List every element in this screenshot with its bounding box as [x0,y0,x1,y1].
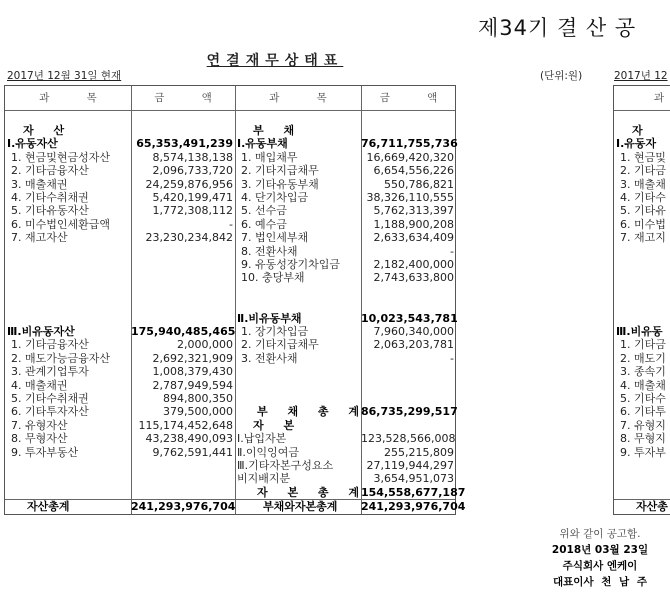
liability-row-label: 9. 유동성장기차입금 [241,258,340,271]
asset-row-label: 1. 현금및현금성자산 [11,150,110,164]
asset-row-amount: 23,230,234,842 [145,231,233,245]
right-row-label: 2. 기타금 [620,164,666,178]
asset-row-label: 3. 관계기업투자 [11,365,89,379]
footer-ceo: 대표이사 천 남 주 [553,576,647,588]
liability-row-amount: - [450,244,454,258]
header-subject: 과 목 [39,92,97,104]
liability-row-label: Ⅰ.납입자본 [237,432,287,446]
liability-row-amount [361,419,454,432]
liability-row-label: 1. 장기차입금 [241,325,309,338]
asset-row-amount: 2,096,733,720 [152,164,233,178]
right-row-label: 4. 매출채 [620,378,666,392]
asset-row-amount: 2,787,949,594 [152,378,233,392]
second-balance-sheet-table-partial [613,85,670,515]
asset-row-label: 7. 재고자산 [11,231,68,245]
asset-row-amount: 2,000,000 [177,338,233,352]
right-row-label: 4. 기타수 [620,191,666,204]
asset-row-label: 2. 매도가능금융자산 [11,351,110,365]
liability-row-amount: 123,528,566,008 [361,432,456,446]
liability-row-amount: 2,063,203,781 [373,338,454,352]
assets-total-amount: 241,293,976,704 [131,500,236,513]
asset-row-amount [131,124,233,137]
liability-row-label: Ⅲ.기타자본구성요소 [237,459,334,472]
right-row-label: 6. 미수법 [620,217,666,231]
liability-row-label: 3. 전환사채 [241,351,298,365]
asset-row-amount: 1,772,308,112 [152,204,233,218]
footer-notice: 위와 같이 공고함. [559,528,641,540]
asset-row-label: 8. 무형자산 [11,432,68,446]
asset-row-amount: 43,238,490,093 [145,432,233,446]
liability-row-label: 6. 예수금 [241,217,287,231]
right-row-label: 6. 기타투 [620,405,666,419]
liability-row-amount [361,124,454,137]
liability-row-amount: 550,786,821 [384,177,454,191]
asset-row-amount: 24,259,876,956 [145,177,233,191]
liability-row-label: 비지배지분 [237,472,291,486]
right-row-label: 2. 매도기 [620,351,666,365]
liability-row-amount: 2,743,633,800 [373,271,454,285]
liability-row-amount: 10,023,543,781 [361,311,458,325]
liability-row-label: 4. 단기차입금 [241,191,309,204]
liability-row-label: Ⅰ.유동부채 [237,137,288,151]
liability-row-amount: 255,215,809 [384,445,454,459]
right-row-label: 3. 종속기 [620,365,666,379]
asset-row-amount: 9,762,591,441 [152,445,233,459]
asset-row-amount: 5,420,199,471 [152,191,233,204]
asset-row-label: 2. 기타금융자산 [11,164,89,178]
right-row-label: 자 [632,124,643,137]
right-header-subject: 과 [653,92,665,104]
liability-row-amount: 16,669,420,320 [366,150,454,164]
right-row-label: 8. 무형지 [620,432,666,446]
liability-row-amount: 1,188,900,208 [373,217,454,231]
right-statement-date: 2017년 12 [614,70,668,82]
asset-row-amount: 894,800,350 [163,392,233,405]
liability-row-amount: 6,654,556,226 [373,164,454,178]
asset-row-label: 7. 유형자산 [11,418,68,432]
right-assets-total-label: 자산총 [636,500,668,513]
liability-row-amount: - [450,351,454,365]
asset-row-amount: 2,692,321,909 [152,351,233,365]
right-row-label: 7. 재고지 [620,231,666,245]
liability-row-label: Ⅱ.비유동부채 [237,311,302,325]
statement-title: 연결재무상태표 [206,53,344,69]
asset-row-amount: 379,500,000 [163,405,233,419]
liab-equity-total-label: 부채와자본총계 [263,500,338,513]
liability-row-label: 5. 선수금 [241,204,287,218]
liability-row-amount: 5,762,313,397 [373,204,454,218]
balance-sheet-table [4,85,466,515]
liability-row-amount: 38,326,110,555 [366,191,454,204]
asset-row-label: 6. 미수법인세환급액 [11,217,110,231]
asset-row-amount: 8,574,138,138 [152,150,233,164]
right-row-label: 1. 기타금 [620,338,666,352]
asset-row-label: 4. 매출채권 [11,378,68,392]
footer-date: 2018년 03월 23일 [551,544,649,556]
liability-row-amount: 7,960,340,000 [373,325,454,338]
right-row-label: 5. 기타유 [620,204,666,218]
asset-row-label: 5. 기타유동자산 [11,204,89,218]
asset-row-label: 1. 기타금융자산 [11,338,89,352]
asset-row-amount: 1,008,379,430 [152,365,233,379]
liability-row-label: 부 채 [253,124,303,137]
header-amount-2: 금 액 [379,92,438,104]
liability-row-amount: 2,633,634,409 [373,231,454,245]
liability-row-label: 7. 법인세부채 [241,231,309,245]
liability-row-label: 10. 충당부채 [241,271,305,285]
right-row-label: 9. 투자부 [620,445,666,459]
footer-company: 주식회사 엔케이 [562,560,638,572]
asset-row-amount: 65,353,491,239 [136,137,233,151]
asset-row-label: 4. 기타수취채권 [11,191,89,204]
liability-row-label: 2. 기타지급채무 [241,338,319,352]
liability-row-amount: 2,182,400,000 [373,258,454,271]
liability-row-amount: 27,119,944,297 [366,459,454,472]
liability-row-label: 2. 기타지급채무 [241,164,319,178]
right-row-label: 3. 매출채 [620,177,666,191]
notice-title: 제34기 결 산 공 [478,16,637,40]
asset-row-label: 자 산 [23,124,73,137]
liab-equity-total-amount: 241,293,976,704 [361,500,466,513]
unit-label: (단위:원) [540,70,583,82]
liability-row-label: 자 본 총 계 [257,485,367,499]
liability-row-label: 3. 기타유동부채 [241,177,319,191]
liability-row-amount: 86,735,299,517 [361,405,458,419]
right-row-label: Ⅰ.유동자 [616,137,657,151]
asset-row-label: Ⅲ.비유동자산 [7,325,75,338]
asset-row-amount: 115,174,452,648 [138,418,233,432]
right-row-label: Ⅲ.비유동 [616,325,663,338]
liability-row-label: 부 채 총 계 [257,405,367,419]
liability-row-amount: 76,711,755,736 [361,137,458,151]
asset-row-label: 3. 매출채권 [11,177,68,191]
asset-row-label: Ⅰ.유동자산 [7,137,58,151]
liability-row-label: Ⅱ.이익잉여금 [237,445,300,459]
liability-row-label: 8. 전환사채 [241,244,298,258]
liability-row-label: 자 본 [253,418,303,432]
statement-date: 2017년 12월 31일 현재 [7,70,122,82]
header-subject-2: 과 목 [269,92,327,104]
asset-row-amount: - [229,217,233,231]
asset-row-label: 9. 투자부동산 [11,445,79,459]
liability-row-amount: 3,654,951,073 [373,472,454,486]
right-row-label: 1. 현금및 [620,150,666,164]
asset-row-label: 5. 기타수취채권 [11,392,89,405]
liability-row-label: 1. 매입채무 [241,150,298,164]
header-amount: 금 액 [154,92,212,104]
assets-total-label: 자산총계 [27,500,70,513]
asset-row-amount: 175,940,485,465 [131,325,236,338]
liability-row-amount: 154,558,677,187 [361,485,466,499]
asset-row-label: 6. 기타투자자산 [11,405,89,419]
right-row-label: 7. 유형지 [620,418,666,432]
right-row-label: 5. 기타수 [620,392,666,405]
